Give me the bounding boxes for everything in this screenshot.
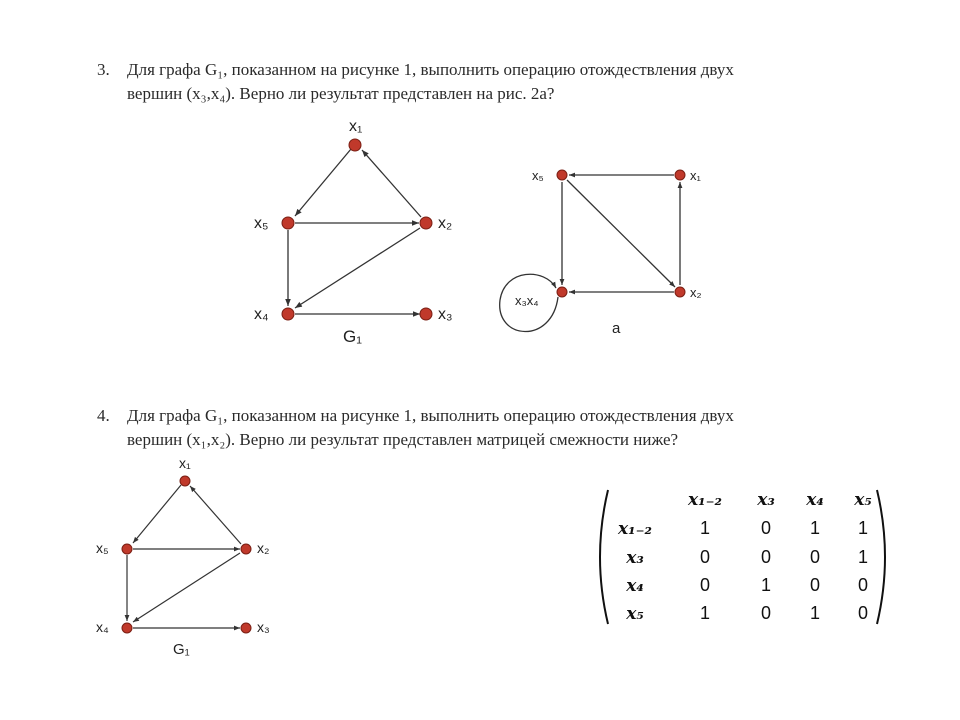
label-x1: x₁ [349,118,363,135]
edge-x2-x4 [295,228,420,308]
node-x4 [122,623,132,633]
edge-x5-x2 [567,180,675,287]
node-x3 [241,623,251,633]
matrix-right-paren [877,490,885,624]
graph-g1-nodes [282,139,432,320]
node-x1 [349,139,361,151]
label-x2: x₂ [690,285,702,300]
matrix-cell: 1 [699,518,711,538]
label-x1: x₁ [179,455,191,471]
graph-a [500,168,702,337]
matrix-left-paren [600,490,608,624]
matrix-cell: 1 [760,575,772,595]
node-x1 [180,476,190,486]
graph-g1-task3 [254,118,453,346]
graph-a-labels [515,168,702,337]
label-x4: x₄ [254,306,269,323]
node-x2 [675,287,685,297]
label-x5: x₅ [254,215,269,232]
edge-x1-x5 [133,485,181,543]
matrix-cell: 0 [699,547,711,567]
graph-g1-task4-nodes [122,476,251,633]
matrix-cell: 1 [857,518,869,538]
matrix-headers [687,490,872,510]
matrix-row-headers [617,519,652,624]
node-x3 [420,308,432,320]
graph-a-caption: a [612,320,621,337]
matrix-cells [700,518,868,623]
node-x34 [557,287,567,297]
edge-x2-x1 [190,486,241,544]
node-x5 [122,544,132,554]
graph-g1-task4-caption: G₁ [173,641,190,658]
matrix-row-header: x₅ [626,604,644,624]
matrix-row-header: x₁₋₂ [618,519,652,539]
node-x4 [282,308,294,320]
label-x5: x₅ [96,540,109,556]
matrix-cell: 0 [760,547,772,567]
node-x1 [675,170,685,180]
matrix-col-header: x₅ [854,490,872,510]
task-3-text-line2: вершин (x₃,x₄). Верно ли результат представлен на рис. 2а? [127,84,555,103]
task-4-text-line1: Для графа G₁, показанном на рисунке 1, выполнить операцию отождествления двух [127,406,734,425]
adjacency-matrix [600,490,885,624]
task-4-number: 4. [97,406,110,425]
matrix-col-header: x₁₋₂ [688,490,722,510]
node-x5 [282,217,294,229]
graph-g1-task4 [96,455,270,658]
node-x2 [420,217,432,229]
label-x2: x₂ [257,540,270,556]
task-3-text-line1: Для графа G₁, показанном на рисунке 1, выполнить операцию отождествления двух [127,60,734,79]
matrix-cell: 0 [809,547,821,567]
matrix-row-header: x₄ [626,576,644,596]
matrix-cell: 0 [857,575,869,595]
edge-x2-x1 [362,150,421,217]
matrix-cell: 0 [857,603,869,623]
matrix-col-header: x₃ [757,490,775,510]
graph-g1-edges [288,149,421,314]
edge-x2-x4 [133,553,240,622]
label-x34: x₃x₄ [515,293,539,308]
graph-a-edges [500,175,680,332]
label-x2: x₂ [438,215,453,232]
matrix-cell: 0 [809,575,821,595]
matrix-cell: 1 [809,518,821,538]
label-x3: x₃ [438,306,453,323]
matrix-cell: 0 [760,518,772,538]
graph-g1-task4-edges [127,485,241,628]
label-x5: x₅ [532,168,544,183]
task-4-text-line2: вершин (x₁,x₂). Верно ли результат представлен матрицей смежности ниже? [127,430,679,449]
matrix-row-header: x₃ [626,548,644,568]
matrix-cell: 0 [699,575,711,595]
label-x3: x₃ [257,619,270,635]
matrix-cell: 1 [809,603,821,623]
graph-g1-caption: G₁ [343,327,362,346]
node-x2 [241,544,251,554]
matrix-cell: 0 [760,603,772,623]
matrix-cell: 1 [699,603,711,623]
edge-x1-x5 [295,149,351,216]
task-3-number: 3. [97,60,110,79]
label-x1: x₁ [690,168,701,183]
node-x5 [557,170,567,180]
matrix-cell: 1 [857,547,869,567]
label-x4: x₄ [96,619,109,635]
matrix-col-header: x₄ [806,490,824,510]
